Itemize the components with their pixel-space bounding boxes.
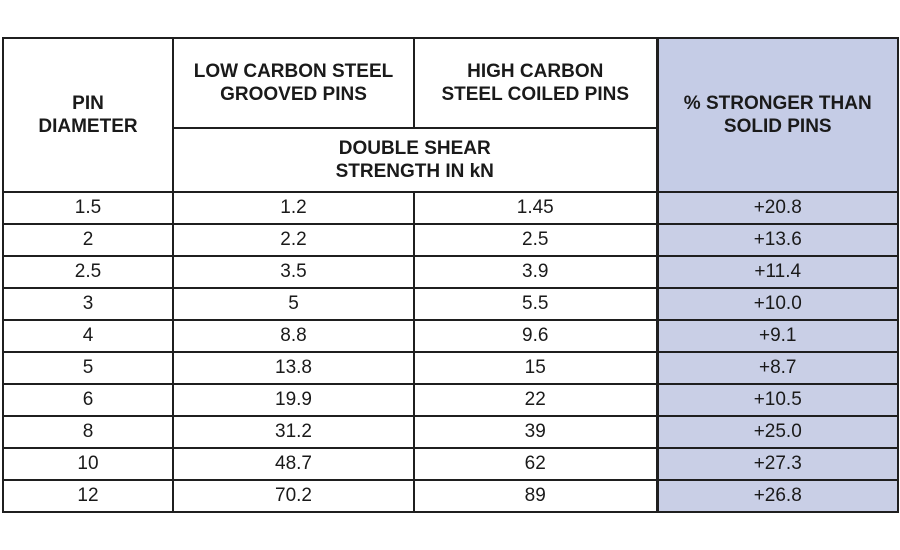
table-row	[3, 320, 898, 352]
low-carbon-cell: 70.2	[173, 480, 414, 512]
high-carbon-cell: 9.6	[414, 320, 657, 352]
stronger-cell: +26.8	[657, 480, 898, 512]
pin-diameter-cell: 12	[3, 480, 173, 512]
pin-diameter-cell: 6	[3, 384, 173, 416]
table-row	[3, 288, 898, 320]
high-carbon-cell: 5.5	[414, 288, 657, 320]
header-row	[3, 38, 898, 128]
high-carbon-cell: 1.45	[414, 192, 657, 224]
stronger-cell: +27.3	[657, 448, 898, 480]
stronger-cell: +9.1	[657, 320, 898, 352]
pin-diameter-label: PIN DIAMETER	[38, 93, 138, 137]
stronger-cell: +20.8	[657, 192, 898, 224]
shear-strength-label: DOUBLE SHEAR STRENGTH IN kN	[335, 138, 494, 182]
shear-strength-header	[173, 128, 657, 192]
high-carbon-cell: 62	[414, 448, 657, 480]
table-row	[3, 416, 898, 448]
table-row	[3, 480, 898, 512]
pin-diameter-cell: 8	[3, 416, 173, 448]
stronger-header	[657, 38, 898, 192]
low-carbon-cell: 19.9	[173, 384, 414, 416]
table-row	[3, 224, 898, 256]
low-carbon-cell: 5	[173, 288, 414, 320]
high-carbon-cell: 22	[414, 384, 657, 416]
stronger-cell: +10.5	[657, 384, 898, 416]
high-carbon-cell: 2.5	[414, 224, 657, 256]
high-carbon-cell: 39	[414, 416, 657, 448]
stronger-cell: +25.0	[657, 416, 898, 448]
pin-diameter-header	[3, 38, 173, 192]
stronger-label: % STRONGER THAN SOLID PINS	[683, 93, 872, 137]
low-carbon-cell: 8.8	[173, 320, 414, 352]
pin-diameter-cell: 3	[3, 288, 173, 320]
pin-diameter-cell: 2.5	[3, 256, 173, 288]
low-carbon-cell: 2.2	[173, 224, 414, 256]
high-carbon-header	[414, 38, 657, 128]
low-carbon-cell: 13.8	[173, 352, 414, 384]
low-carbon-cell: 31.2	[173, 416, 414, 448]
high-carbon-cell: 3.9	[414, 256, 657, 288]
pin-diameter-cell: 2	[3, 224, 173, 256]
pin-diameter-cell: 1.5	[3, 192, 173, 224]
low-carbon-cell: 1.2	[173, 192, 414, 224]
table-row	[3, 384, 898, 416]
stronger-cell: +11.4	[657, 256, 898, 288]
low-carbon-label: LOW CARBON STEEL GROOVED PINS	[193, 61, 394, 105]
low-carbon-header	[173, 38, 414, 128]
table-row	[3, 352, 898, 384]
pin-diameter-cell: 5	[3, 352, 173, 384]
low-carbon-cell: 3.5	[173, 256, 414, 288]
table-row	[3, 256, 898, 288]
pin-strength-table	[2, 37, 899, 513]
stronger-cell: +8.7	[657, 352, 898, 384]
table-row	[3, 192, 898, 224]
pin-diameter-cell: 4	[3, 320, 173, 352]
high-carbon-cell: 15	[414, 352, 657, 384]
stronger-cell: +10.0	[657, 288, 898, 320]
low-carbon-cell: 48.7	[173, 448, 414, 480]
table-row	[3, 448, 898, 480]
pin-diameter-cell: 10	[3, 448, 173, 480]
high-carbon-cell: 89	[414, 480, 657, 512]
stronger-cell: +13.6	[657, 224, 898, 256]
high-carbon-label: HIGH CARBON STEEL COILED PINS	[441, 61, 630, 105]
